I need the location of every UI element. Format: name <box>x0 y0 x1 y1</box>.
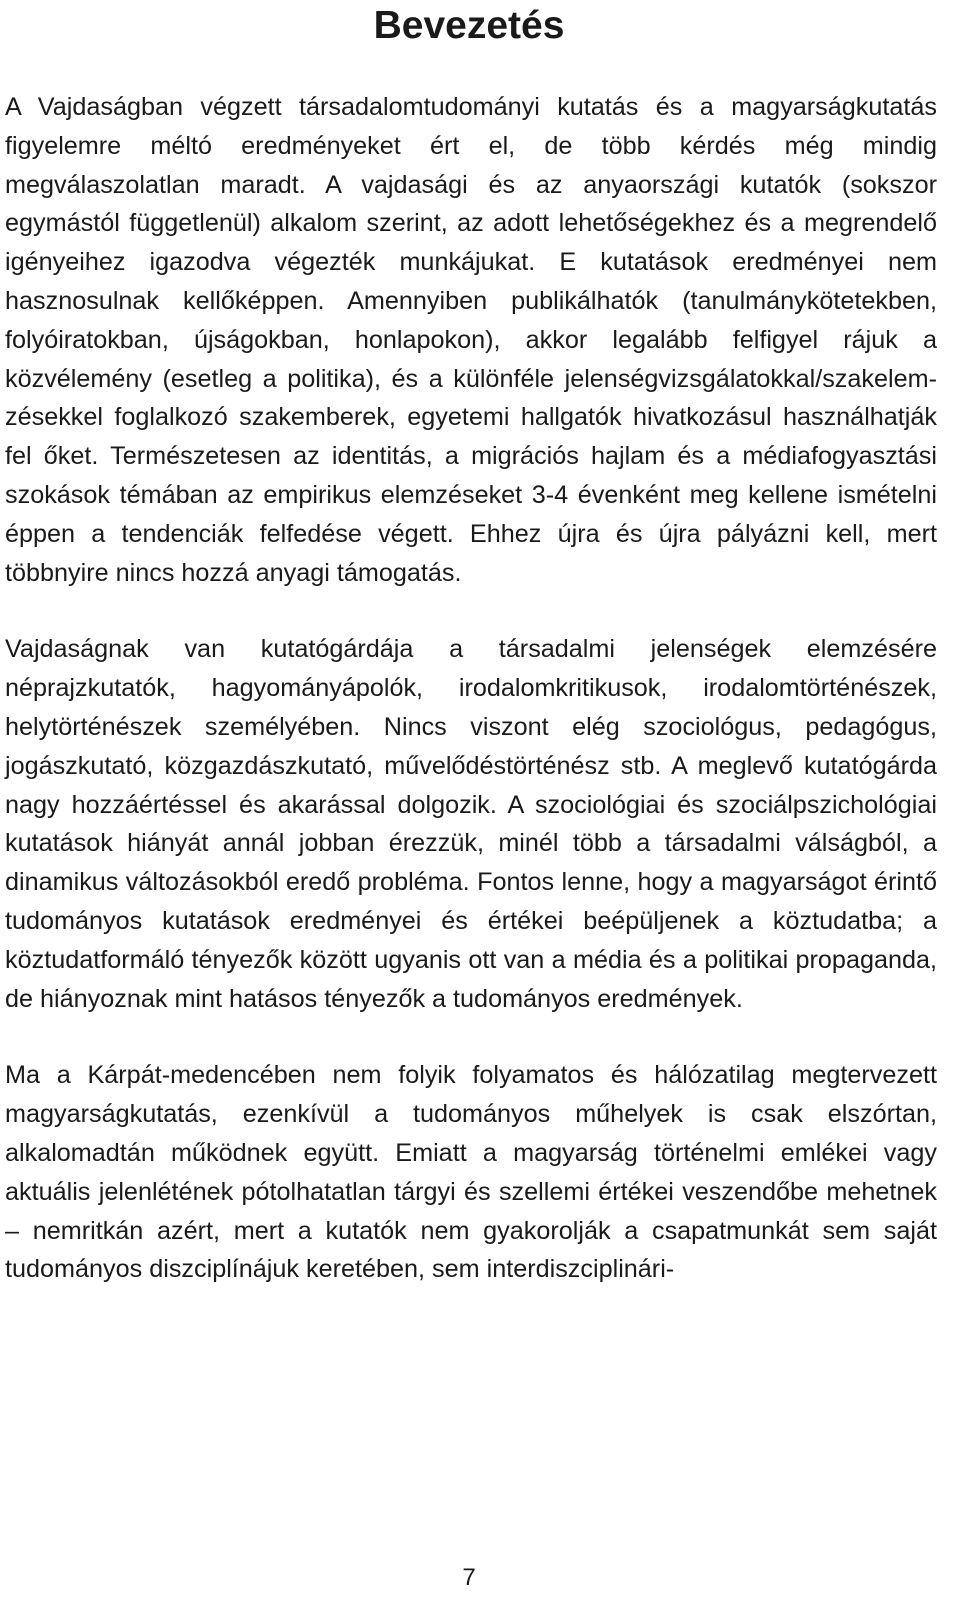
paragraph-2: Vajdaságnak van kutatógárdája a társadalmi jelenségek elemzésére néprajzkutatók, hagyományápolók, irodalomkritikusok, irodalomtörténészek, helytörténészek személyében. Nincs viszont elég szociológus, pedagógus, jogászkutató, közgazdászkutató, művelődéstörténész stb. A meglevő kutatógárda nagy hozzáértéssel és akarással dolgozik. A szociológiai és szociálpszichológiai kutatások hiányát annál jobban érezzük, minél több a társadalmi válságból, a dinamikus változásokból eredő probléma. Fontos lenne, hogy a magyarságot érintő tudományos kutatások eredményei és értékei beépüljenek a köztudatba; a köztudatformáló tényezők között ugyanis ott van a média és a politikai propaganda, de hiányoznak mint hatásos tényezők a tudományos eredmények. <box>5 635 937 1013</box>
page-number: 7 <box>462 1564 476 1591</box>
body-text <box>5 88 937 1327</box>
page-title: Bevezetés <box>373 4 565 47</box>
paragraph-3: Ma a Kárpát-medencében nem folyik folyamatos és hálózatilag megtervezett magyarságkutatás, ezenkívül a tudományos műhelyek is csak elszórtan, alkalomadtán működnek együtt. Emiatt a magyarság történelmi emlékei vagy aktuális jelenlétének pótolhatatlan tárgyi és szellemi értékei veszendőbe mehetnek – nemritkán azért, mert a kutatók nem gyakorolják a csapatmunkát sem saját tudományos diszciplínájuk keretében, sem interdiszciplinári- <box>5 1061 937 1284</box>
paragraph-1: A Vajdaságban végzett társadalomtudományi kutatás és a magyarságkutatás figyelemre méltó eredményeket ért el, de több kérdés még mindig megválaszolatlan maradt. A vajdasági és az anyaországi kutatók (sokszor egymástól függetlenül) alkalom szerint, az adott lehetőségekhez és a megrendelő igényeihez igazodva végezték munkájukat. E kutatások eredményei nem hasznosulnak kellőképpen. Amennyiben publikálhatók (tanulmánykötetekben, folyóiratokban, újságokban, honlapokon), akkor legalább felfigyel rájuk a közvélemény (esetleg a politika), és a különféle jelenségvizsgálatokkal/szakelemzésekkel foglalkozó szakemberek, egyetemi hallgatók hivatkozásul használhatják fel őket. Természetesen az identitás, a migrációs hajlam és a médiafogyasztási szokások témában az empirikus elemzéseket 3-4 évenként meg kellene ismételni éppen a tendenciák felfedése végett. Ehhez újra és újra pályázni kell, mert többnyire nincs hozzá anyagi támogatás. <box>5 93 937 587</box>
